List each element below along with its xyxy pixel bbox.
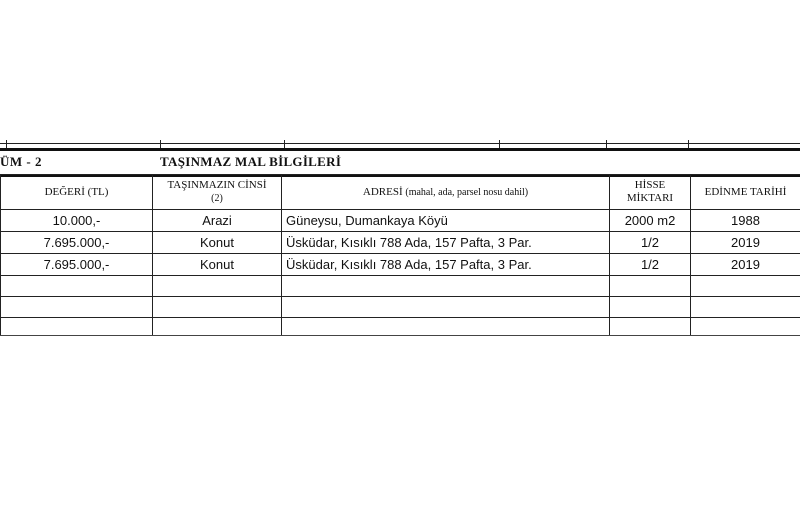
empty-cell bbox=[691, 276, 800, 297]
column-header-value-label: DEĞERİ (TL) bbox=[44, 185, 109, 198]
rule-tick bbox=[499, 140, 500, 148]
table-row bbox=[1, 254, 800, 276]
column-header-share-line1: HİSSE bbox=[634, 179, 666, 191]
cell-value: 7.695.000,- bbox=[1, 232, 153, 254]
cell-acquired: 1988 bbox=[691, 210, 800, 232]
table-row bbox=[1, 232, 800, 254]
empty-cell bbox=[1, 276, 153, 297]
cell-address: Üsküdar, Kısıklı 788 Ada, 157 Pafta, 3 Par. bbox=[282, 232, 610, 254]
empty-cell bbox=[153, 276, 282, 297]
cell-value: 7.695.000,- bbox=[1, 254, 153, 276]
column-header-type-label: TAŞINMAZIN CİNSİ bbox=[167, 179, 267, 191]
empty-row bbox=[1, 276, 800, 297]
empty-cell bbox=[153, 297, 282, 318]
cell-share: 1/2 bbox=[610, 254, 691, 276]
cell-type: Konut bbox=[153, 232, 282, 254]
table-header-row bbox=[1, 175, 800, 210]
column-header-share bbox=[610, 175, 691, 210]
column-header-address-label: ADRESİ bbox=[362, 185, 403, 198]
section-title: TAŞINMAZ MAL BİLGİLERİ bbox=[160, 154, 342, 169]
empty-cell bbox=[610, 276, 691, 297]
empty-cell bbox=[1, 318, 153, 336]
table-row bbox=[1, 210, 800, 232]
empty-cell bbox=[610, 297, 691, 318]
empty-cell bbox=[691, 318, 800, 336]
cell-type: Arazi bbox=[153, 210, 282, 232]
section-number: ÜM - 2 bbox=[0, 154, 42, 169]
empty-cell bbox=[282, 318, 610, 336]
rule-tick bbox=[284, 140, 285, 148]
column-header-acquired-label: EDİNME TARİHİ bbox=[704, 185, 787, 198]
empty-cell bbox=[282, 297, 610, 318]
real-estate-table bbox=[0, 174, 800, 336]
rule-tick bbox=[160, 140, 161, 148]
cell-value: 10.000,- bbox=[1, 210, 153, 232]
empty-cell bbox=[1, 297, 153, 318]
column-header-value bbox=[1, 175, 153, 210]
column-header-share-line2: MİKTARI bbox=[626, 192, 674, 204]
cell-address: Üsküdar, Kısıklı 788 Ada, 157 Pafta, 3 Par. bbox=[282, 254, 610, 276]
column-header-address bbox=[282, 175, 610, 210]
cell-address: Güneysu, Dumankaya Köyü bbox=[282, 210, 610, 232]
column-header-type-sub: (2) bbox=[211, 193, 223, 204]
cell-share: 1/2 bbox=[610, 232, 691, 254]
empty-cell bbox=[282, 276, 610, 297]
rule-tick bbox=[606, 140, 607, 148]
empty-cell bbox=[610, 318, 691, 336]
rule-tick bbox=[6, 140, 7, 148]
empty-row bbox=[1, 297, 800, 318]
empty-cell bbox=[153, 318, 282, 336]
section-header bbox=[0, 148, 800, 177]
column-header-address-sub: (mahal, ada, parsel nosu dahil) bbox=[405, 186, 529, 198]
column-header-acquired bbox=[691, 175, 800, 210]
rule-tick bbox=[688, 140, 689, 148]
column-header-type bbox=[153, 175, 282, 210]
cell-type: Konut bbox=[153, 254, 282, 276]
cell-share: 2000 m2 bbox=[610, 210, 691, 232]
cell-acquired: 2019 bbox=[691, 254, 800, 276]
cell-acquired: 2019 bbox=[691, 232, 800, 254]
empty-cell bbox=[691, 297, 800, 318]
empty-row bbox=[1, 318, 800, 336]
top-rule bbox=[0, 143, 800, 144]
